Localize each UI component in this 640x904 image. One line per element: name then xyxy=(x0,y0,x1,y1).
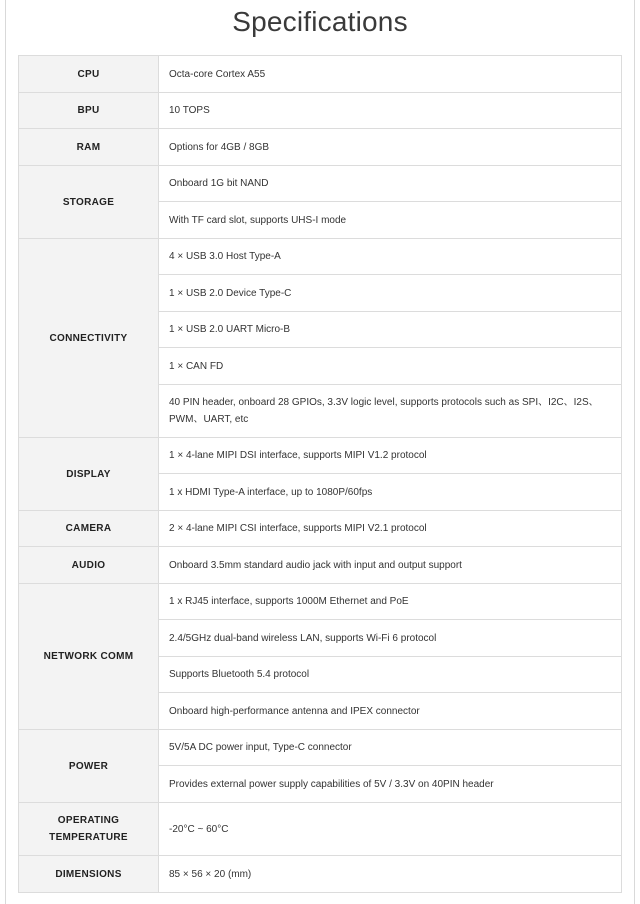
spec-row-connectivity xyxy=(19,239,622,275)
spec-value: 1 × 4-lane MIPI DSI interface, supports MIPI V1.2 protocol xyxy=(159,438,622,474)
spec-value: -20°C ~ 60°C xyxy=(159,803,622,856)
spec-value: 10 TOPS xyxy=(159,93,622,129)
spec-value: 2 × 4-lane MIPI CSI interface, supports MIPI V2.1 protocol xyxy=(159,511,622,547)
spec-label: STORAGE xyxy=(19,166,159,239)
spec-value: Onboard 3.5mm standard audio jack with input and output support xyxy=(159,547,622,584)
spec-value: 1 × USB 2.0 Device Type-C xyxy=(159,275,622,312)
spec-row-storage xyxy=(19,166,622,202)
spec-value: 1 × CAN FD xyxy=(159,348,622,385)
spec-value: Supports Bluetooth 5.4 protocol xyxy=(159,657,622,693)
spec-value: 85 × 56 × 20 (mm) xyxy=(159,856,622,893)
spec-label: BPU xyxy=(19,93,159,129)
spec-label: DISPLAY xyxy=(19,438,159,511)
spec-value: Provides external power supply capabilities of 5V / 3.3V on 40PIN header xyxy=(159,766,622,803)
spec-label: RAM xyxy=(19,129,159,166)
spec-value: With TF card slot, supports UHS-I mode xyxy=(159,202,622,239)
spec-value: 1 × USB 2.0 UART Micro-B xyxy=(159,312,622,348)
spec-row-camera xyxy=(19,511,622,547)
page-title: Specifications xyxy=(232,6,408,37)
spec-row-ram xyxy=(19,129,622,166)
spec-label: AUDIO xyxy=(19,547,159,584)
spec-value: 1 x HDMI Type-A interface, up to 1080P/60fps xyxy=(159,474,622,511)
spec-table xyxy=(18,55,622,893)
spec-label: CONNECTIVITY xyxy=(19,239,159,438)
spec-value: 4 × USB 3.0 Host Type-A xyxy=(159,239,622,275)
spec-row-cpu xyxy=(19,56,622,93)
spec-row-power xyxy=(19,730,622,766)
spec-row-temperature xyxy=(19,803,622,856)
spec-value: Onboard high-performance antenna and IPEX connector xyxy=(159,693,622,730)
spec-label: CAMERA xyxy=(19,511,159,547)
spec-value: Onboard 1G bit NAND xyxy=(159,166,622,202)
spec-value: 40 PIN header, onboard 28 GPIOs, 3.3V logic level, supports protocols such as SPI、I2C、I2S、PWM、UART, etc xyxy=(159,385,622,438)
spec-label: CPU xyxy=(19,56,159,93)
spec-row-dimensions xyxy=(19,856,622,893)
spec-row-bpu xyxy=(19,93,622,129)
spec-value: Octa-core Cortex A55 xyxy=(159,56,622,93)
spec-row-display xyxy=(19,438,622,474)
spec-label: DIMENSIONS xyxy=(19,856,159,893)
spec-label: NETWORK COMM xyxy=(19,584,159,730)
spec-value: 1 x RJ45 interface, supports 1000M Ethernet and PoE xyxy=(159,584,622,620)
spec-row-audio xyxy=(19,547,622,584)
spec-label: POWER xyxy=(19,730,159,803)
spec-label: OPERATING TEMPERATURE xyxy=(19,803,159,856)
spec-value: 5V/5A DC power input, Type-C connector xyxy=(159,730,622,766)
spec-value: 2.4/5GHz dual-band wireless LAN, supports Wi-Fi 6 protocol xyxy=(159,620,622,657)
spec-value: Options for 4GB / 8GB xyxy=(159,129,622,166)
spec-row-network xyxy=(19,584,622,620)
